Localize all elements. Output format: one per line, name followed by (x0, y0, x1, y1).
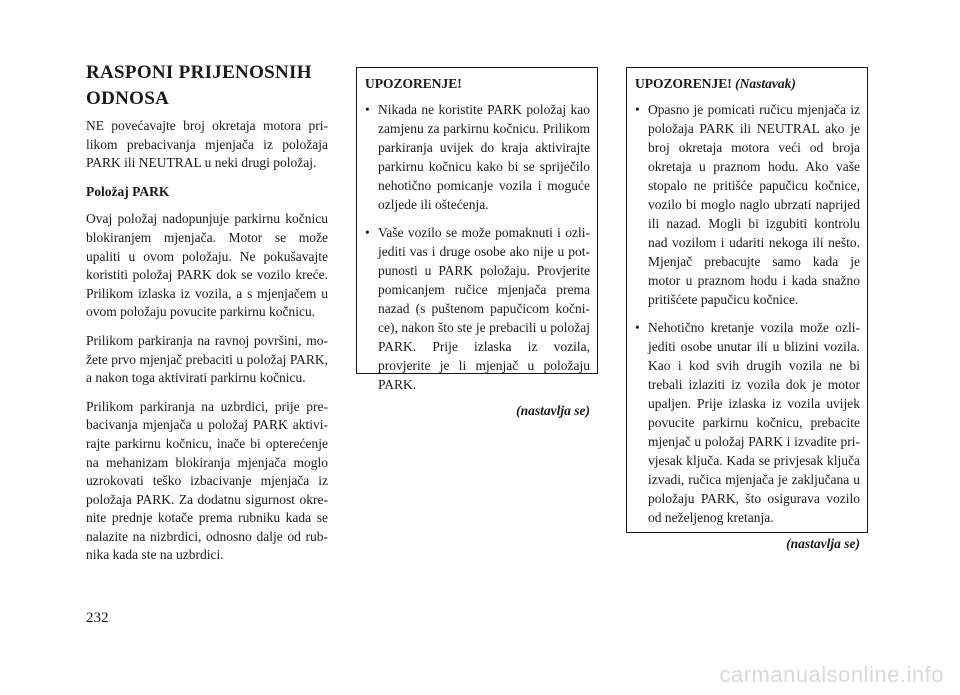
warning-2-continued: (nastavlja se) (786, 536, 860, 551)
bullet-icon: • (635, 320, 640, 335)
warning-2-item-1-text: Opasno je pomicati ručicu mjenjača iz položaja PARK ili NEUTRAL ako je broj okretaja motora veći od broja okretaja u praznom hodu. Ako vaše stopalo ne pritišće papučicu kočnice, vozilo bi moglo naglo ubrzati naprijed ili nazad. Mogli bi izgubiti kontrolu nad vozilom i udariti nekoga ili nešto. Mjenjač prebacujte samo kada je motor u praznom hodu i kada snažno pritišćete papučicu kočnice. (648, 102, 860, 307)
warning-2-item-2-text: Nehotično kretanje vozila može ozlijediti osobe unutar ili u blizini vozila. Kao i kod svih drugih vozila ne bi trebali izlaziti iz vozila dok je motor upaljen. Prije izlaska iz vozila uvijek povucite parkirnu kočnicu, prebacite mjenjač u položaj PARK i izvadite privjesak ključa. Kada se privjesak ključa izvadi, ručica mjenjača je zaključana u položaju PARK, što osigurava vozilo od neželjenog kretanja. (648, 320, 860, 525)
intro-paragraph: NE povećavajte broj okretaja motora prilikom prebacivanja mjenjača iz položaja PARK ili NEUTRAL u neki drugi položaj. (86, 118, 328, 171)
warning-1-item-1-text: Nikada ne koristite PARK položaj kao zamjenu za parkirnu kočnicu. Prilikom parkiranja uvijek do kraja aktivirajte parkirnu kočnicu kako bi se spriječilo nehotično pomicanje vozila i moguće ozljede ili oštećenja. (378, 102, 590, 212)
bullet-icon: • (365, 225, 370, 240)
warning-2-list (635, 100, 860, 527)
warning-1-title-text: UPOZORENJE! (365, 76, 462, 91)
warning-2-title-continuation: (Nastavak) (735, 76, 796, 91)
paragraph-park-3: Prilikom parkiranja na uzbrdici, prije prebacivanja mjenjača u položaj PARK aktivirajte parkirnu kočnicu, inače bi opterećenje na mehanizam blokiranja mjenjača moglo uzrokovati teško izbacivanje mjenjača iz položaja PARK. Za dodatnu sigurnost okrenite prednje kotače prema rubniku kada se nalazite na nizbrdici, odnosno dalje od rubnika kada ste na uzbrdici. (86, 398, 328, 563)
warning-2-title (635, 74, 860, 93)
warning-2-title-text: UPOZORENJE! (635, 76, 732, 91)
section-heading (86, 60, 328, 112)
list-item (635, 100, 860, 309)
warning-1-title (365, 74, 590, 93)
warning-1-item-2-text: Vaše vozilo se može pomaknuti i ozlijediti vas i druge osobe ako nije u potpunosti u PARK položaju. Provjerite pomicanjem ručice mjenjača prema nazad (s puštenom papučicom kočnice), nakon što ste je prebacili u položaj PARK. Prije izlaska iz vozila, provjerite je li mjenjač u položaju PARK. (378, 225, 590, 392)
list-item (635, 318, 860, 527)
bullet-icon: • (635, 102, 640, 117)
heading-line-2: ODNOSA (86, 88, 170, 109)
list-item (365, 223, 590, 394)
bullet-icon: • (365, 102, 370, 117)
warning-box-1 (356, 67, 598, 418)
park-subheading: Položaj PARK (86, 183, 170, 199)
page-number: 232 (86, 610, 109, 626)
left-column (86, 117, 328, 575)
warning-box-2 (626, 67, 868, 551)
warning-1-list (365, 100, 590, 394)
paragraph-park-1: Ovaj položaj nadopunjuje parkirnu kočnicu blokiranjem mjenjača. Motor se može upaliti u ovom položaju. Ne pokušavajte koristiti položaj PARK dok se vozilo kreće. Prilikom izlaska iz vozila, a s mjenjačem u ovom položaju povucite parkirnu kočnicu. (86, 211, 328, 320)
warning-1-continued: (nastavlja se) (516, 403, 590, 418)
paragraph-park-2: Prilikom parkiranja na ravnoj površini, možete prvo mjenjač prebaciti u položaj PARK, a nakon toga aktivirati parkirnu kočnicu. (86, 332, 328, 386)
list-item (365, 100, 590, 214)
watermark: carmanualsonline.info (719, 662, 944, 687)
heading-line-1: RASPONI PRIJENOSNIH (86, 62, 312, 83)
